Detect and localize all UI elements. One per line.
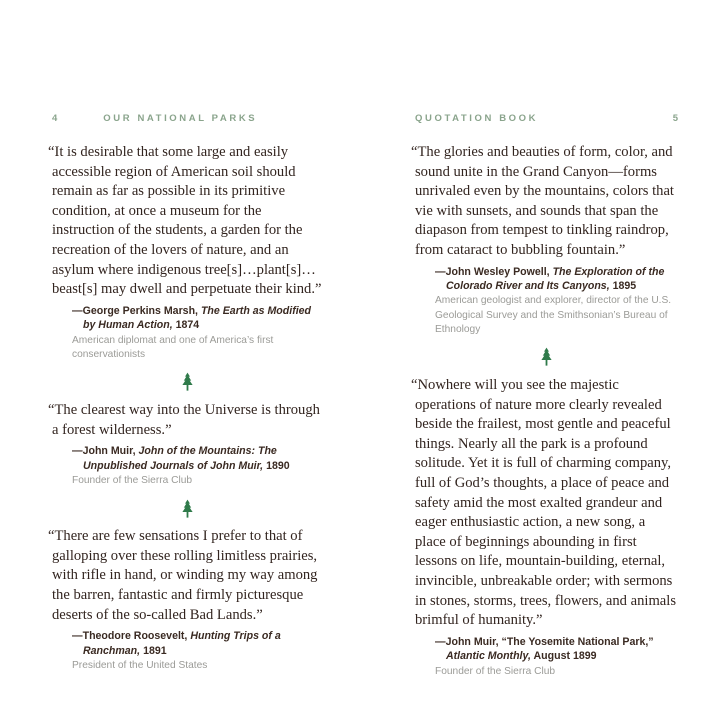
attribution-line xyxy=(435,265,678,294)
quote-block xyxy=(48,143,322,362)
running-head-left xyxy=(52,113,322,129)
attribution xyxy=(72,304,322,362)
attribution xyxy=(435,635,678,679)
page-left xyxy=(0,113,360,720)
ornament-divider xyxy=(415,342,678,372)
ornament-divider xyxy=(52,493,322,523)
quote-block xyxy=(411,376,678,679)
attribution-title: The Exploration of the Colorado River and Its Canyons, xyxy=(446,265,665,292)
quote-block xyxy=(411,143,678,337)
quote-text: “The glories and beauties of form, color, and sound unite in the Grand Canyon—forms unrivaled even by the mountains, colors that vie with sunsets, and sounds that span the diapason from tempest to tinkling raindrop, from cataract to bubbling fountain.” xyxy=(411,144,674,258)
quote-block xyxy=(48,527,322,673)
attribution-description: Founder of the Sierra Club xyxy=(72,474,193,486)
attribution-article-title: “The Yosemite National Park,” xyxy=(501,635,654,648)
attribution-title: Hunting Trips of a Ranchman, xyxy=(83,630,281,657)
attribution xyxy=(435,265,678,337)
pine-tree-icon xyxy=(540,347,553,366)
attribution-description: Founder of the Sierra Club xyxy=(435,665,556,677)
running-head-right xyxy=(415,113,678,129)
attribution-year: 1890 xyxy=(266,459,290,472)
attribution-line xyxy=(435,635,678,664)
attribution-year: August 1899 xyxy=(533,650,597,663)
attribution xyxy=(72,444,322,488)
running-title-left: OUR NATIONAL PARKS xyxy=(103,113,258,124)
attribution-name: —John Wesley Powell, xyxy=(435,265,550,278)
page-right xyxy=(360,113,720,720)
quote-text: “Nowhere will you see the majestic operations of nature more clearly revealed beside the frailest, most gentle and peaceful things. Nearly all the park is a profound solitude. Yet it is full of charming company, full of God’s thoughts, a place of peace and safety amid the most exalted grandeur and eager enthusiastic action, a new song, a place of beginnings abounding in first lessons on life, mountain-building, eternal, invincible, unbreakable order; with sermons in stones, storms, trees, flowers, and animals brimful of humanity.” xyxy=(411,376,677,629)
attribution-title: The Earth as Modified by Human Action, xyxy=(83,304,312,332)
quote-text: “There are few sensations I prefer to that of galloping over these rolling limitless prairies, with rifle in hand, or winding my way among the barren, fantastic and firmly picturesque deserts of the so-called Bad Lands.” xyxy=(48,528,318,623)
attribution-description: President of the United States xyxy=(72,659,208,671)
attribution xyxy=(72,629,322,673)
attribution-line xyxy=(72,444,322,473)
attribution-line xyxy=(72,629,322,658)
attribution-description: American diplomat and one of America’s first conservationists xyxy=(72,334,274,360)
pine-tree-icon xyxy=(181,499,194,518)
folio-right: 5 xyxy=(672,113,678,124)
running-title-right: QUOTATION BOOK xyxy=(415,113,539,124)
quote-text: “The clearest way into the Universe is through a forest wilderness.” xyxy=(48,401,320,438)
pine-tree-icon xyxy=(181,372,194,391)
attribution-description: American geologist and explorer, director of the U.S. Geological Survey and the Smithsonian’s Bureau of Ethnology xyxy=(435,295,672,335)
attribution-name: —George Perkins Marsh, xyxy=(72,304,198,317)
folio-left: 4 xyxy=(52,113,58,124)
attribution-line xyxy=(72,304,322,333)
attribution-name: —Theodore Roosevelt, xyxy=(72,630,188,643)
attribution-name: —John Muir, xyxy=(435,635,499,648)
attribution-title: Atlantic Monthly, xyxy=(446,650,531,663)
attribution-year: 1891 xyxy=(143,644,167,657)
attribution-title: John of the Mountains: The Unpublished Journals of John Muir, xyxy=(83,445,277,472)
attribution-name: —John Muir, xyxy=(72,445,136,458)
ornament-divider xyxy=(52,367,322,397)
attribution-year: 1874 xyxy=(175,319,200,332)
quote-block xyxy=(48,401,322,488)
quote-text: “It is desirable that some large and easily accessible region of American soil should remain as far as possible in its primitive condition, at once a museum for the instruction of the students, a garden for the recreation of the lovers of nature, and an asylum where indigenous tree[s]…plant[s]…beast[s] may dwell and perpetuate their kind.” xyxy=(48,144,322,298)
attribution-year: 1895 xyxy=(612,279,637,292)
